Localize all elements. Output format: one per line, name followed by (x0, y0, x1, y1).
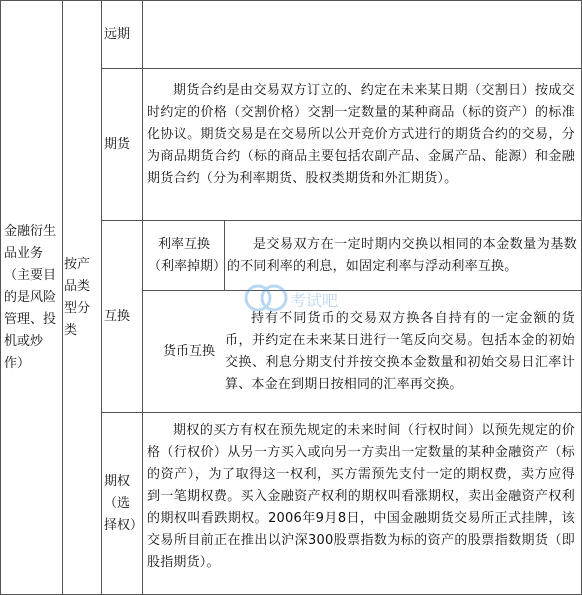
currency-swap-desc: 持有不同货币的交易双方换各自持有的一定金额的货币，并约定在未来某日进行一笔反向交易。包括本金的初始交换、利息分期支付并按交换本金数量和初始交易日汇率计算、本金在到期日按相同的汇率再交换。 (225, 310, 575, 392)
currency-swap-label: 货币互换 (163, 343, 216, 359)
currency-swap-desc-cell (225, 291, 581, 412)
currency-swap-label-cell (143, 291, 224, 412)
futures-desc: 期货合约是由交易双方订立的、约定在未来某日期（交割日）按成交时约定的价格（交割价格）交割一定数量的某种商品（标的资产）的标准化协议。期货交易是在交易所以公开竞价方式进行的期货合约的交易，分为商品期货合约（标的商品主要包括农副产品、金属产品、能源）和金融期货合约（分为利率期货、股权类期货和外汇期货）。 (147, 83, 575, 186)
swap-label-cell (102, 221, 142, 412)
futures-label-cell (102, 69, 142, 220)
classification-label: 按产品类型分类 (64, 256, 91, 338)
futures-desc-cell (143, 80, 581, 220)
category-label: 金融衍生品业务（主要目的是风险管理、投机或炒作） (4, 223, 57, 371)
interest-swap-label: 利率互换（利率掉期） (148, 236, 227, 274)
row-divider-forward-futures (101, 68, 582, 69)
forward-desc-cell (143, 1, 581, 68)
forward-label: 远期 (104, 26, 131, 42)
category-cell (1, 1, 62, 594)
options-desc: 期权的买方有权在预先规定的未来时间（行权时间）以预先规定的价格（行权价）从另一方买入或向另一方卖出一定数量的某种金融资产（标的资产），为了取得这一权利，买方需预先支付一定的期权费，卖方应得到一笔期权费。买入金融资产权利的期权叫看涨期权，卖出金融资产权利的期权叫看跌期权。2006年9月8日，中国金融期货交易所正式挂牌，该交易所目前正在推出以沪深300股票指数为标的资产的股票指数期货（即股指期货）。 (147, 423, 575, 570)
watermark-text: 考试吧 (290, 291, 339, 310)
options-desc-cell (143, 420, 581, 594)
interest-swap-desc-cell (225, 221, 581, 290)
interest-swap-label-cell (143, 221, 227, 290)
classification-cell (63, 1, 101, 594)
options-label-cell (102, 413, 142, 594)
row-divider-swap-options (101, 412, 582, 413)
swap-label: 互换 (104, 308, 131, 324)
interest-swap-desc: 是交易双方在一定时期内交换以相同的本金数量为基数的不同利率的利息，如固定利率与浮动利率互换。 (227, 236, 577, 274)
forward-label-cell (102, 1, 142, 68)
futures-label: 期货 (104, 136, 131, 152)
options-label: 期权（选择权） (104, 473, 144, 533)
